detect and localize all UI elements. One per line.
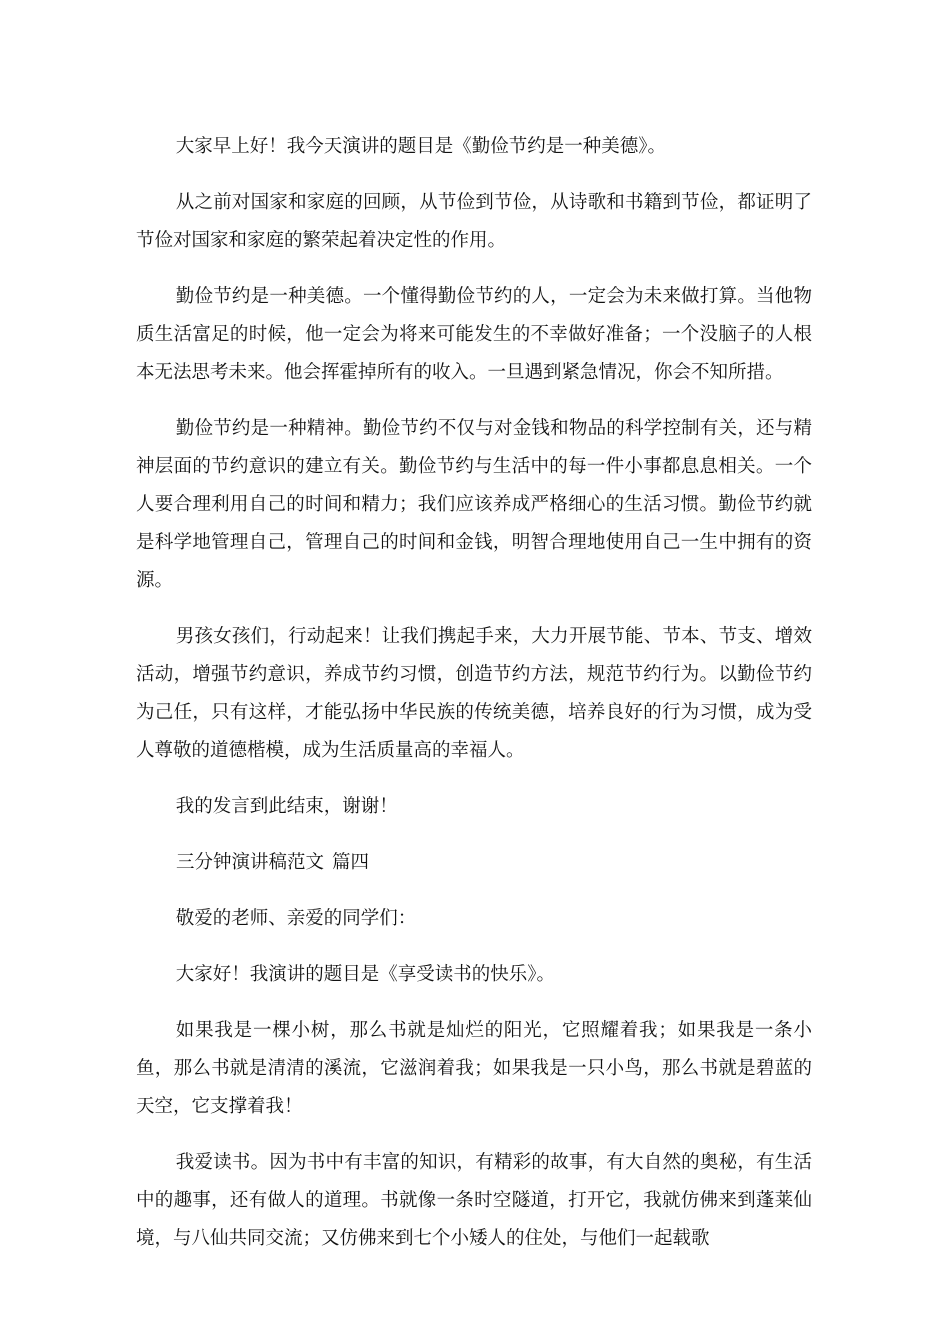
paragraph: 大家早上好！我今天演讲的题目是《勤俭节约是一种美德》。 [175,136,667,157]
paragraph: 如果我是一棵小树，那么书就是灿烂的阳光，它照耀着我；如果我是一条小鱼，那么书就是清清的溪流，它滋润着我；如果我是一只小鸟，那么书就是碧蓝的天空，它支撑着我！ [136,1020,812,1117]
section-heading [136,844,812,882]
paragraph: 大家好！我演讲的题目是《享受读书的快乐》。 [175,964,556,985]
document-body [136,128,812,1276]
paragraph: 勤俭节约是一种美德。一个懂得勤俭节约的人，一定会为未来做打算。当他物质生活富足的时候，他一定会为将来可能发生的不幸做好准备；一个没脑子的人根本无法思考未来。他会挥霍掉所有的收入。一旦遇到紧急情况，你会不知所措。 [136,286,812,383]
paragraph: 勤俭节约是一种精神。勤俭节约不仅与对金钱和物品的科学控制有关，还与精神层面的节约意识的建立有关。勤俭节约与生活中的每一件小事都息息相关。一个人要合理利用自己的时间和精力；我们应该养成严格细心的生活习惯。勤俭节约就是科学地管理自己，管理自己的时间和金钱，明智合理地使用自己一生中拥有的资源。 [136,418,812,591]
paragraph: 敬爱的老师、亲爱的同学们： [175,908,417,929]
section-number: 篇四 [332,852,370,873]
paragraph: 从之前对国家和家庭的回顾，从节俭到节俭，从诗歌和书籍到节俭，都证明了节俭对国家和家庭的繁荣起着决定性的作用。 [136,192,812,251]
paragraph: 我的发言到此结束，谢谢！ [175,796,398,817]
paragraph: 男孩女孩们，行动起来！让我们携起手来，大力开展节能、节本、节支、增效活动，增强节约意识，养成节约习惯，创造节约方法，规范节约行为。以勤俭节约为己任，只有这样，才能弘扬中华民族的传统美德，培养良好的行为习惯，成为受人尊敬的道德楷模，成为生活质量高的幸福人。 [136,626,812,761]
paragraph: 我爱读书。因为书中有丰富的知识，有精彩的故事，有大自然的奥秘，有生活中的趣事，还有做人的道理。书就像一条时空隧道，打开它，我就仿佛来到蓬莱仙境，与八仙共同交流；又仿佛来到七个小矮人的住处，与他们一起载歌 [136,1152,812,1249]
section-title: 三分钟演讲稿范文 [176,852,325,873]
